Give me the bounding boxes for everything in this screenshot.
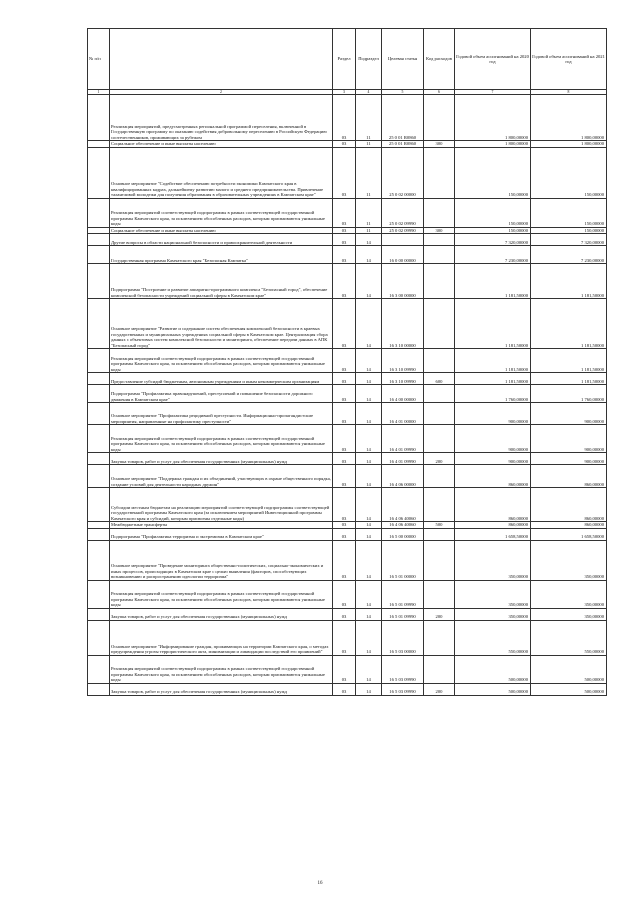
row-target-article-cell: 25 0 02 00000 xyxy=(382,147,424,198)
row-name-cell: Другие вопросы в области национальной безопасности и правоохранительной деятельности xyxy=(110,234,333,246)
row-expense-code-cell: 300 xyxy=(424,141,455,148)
row-razdel-cell: 03 xyxy=(333,147,356,198)
row-target-article-cell: 16 4 00 00000 xyxy=(382,385,424,403)
row-amount-2020-cell: 900,00000 xyxy=(455,453,531,465)
row-name-cell: Реализация мероприятий соответствующей подпрограммы в рамках соответствующей государственной программы Камчатского края, за исключением обособленных расходов, которым присваиваются уникальные коды xyxy=(110,655,333,683)
row-name-cell: Межбюджетные трансферты xyxy=(110,522,333,529)
row-razdel-cell: 03 xyxy=(333,264,356,299)
row-razdel-cell: 03 xyxy=(333,141,356,148)
table-row xyxy=(88,349,607,373)
budget-table xyxy=(87,28,607,696)
row-amount-2020-cell: 350,00000 xyxy=(455,540,531,580)
row-target-article-cell: 16 3 10 00000 xyxy=(382,299,424,349)
header-name xyxy=(110,29,333,90)
table-row xyxy=(88,465,607,488)
table-row xyxy=(88,540,607,580)
row-amount-2020-cell: 900,00000 xyxy=(455,403,531,425)
row-amount-2020-cell: 500,00000 xyxy=(455,683,531,695)
row-razdel-cell: 03 xyxy=(333,683,356,695)
row-amount-2020-cell: 900,00000 xyxy=(455,425,531,453)
row-amount-2021-cell: 1 181,50000 xyxy=(531,373,607,385)
row-razdel-cell: 03 xyxy=(333,234,356,246)
row-amount-2021-cell: 150,00000 xyxy=(531,227,607,234)
row-razdel-cell: 03 xyxy=(333,425,356,453)
row-expense-code-cell xyxy=(424,655,455,683)
row-target-article-cell: 16 3 10 09990 xyxy=(382,373,424,385)
row-amount-2021-cell: 500,00000 xyxy=(531,655,607,683)
row-target-article-cell: 16 5 03 09990 xyxy=(382,655,424,683)
row-name-cell: Закупка товаров, работ и услуг для обеспечения государственных (муниципальных) нужд xyxy=(110,608,333,620)
table-body xyxy=(88,95,607,696)
row-expense-code-cell xyxy=(424,425,455,453)
row-target-article-cell: 16 5 00 00000 xyxy=(382,528,424,540)
row-name-cell: Основное мероприятие "Развитие и содержание систем обеспечения комплексной безопасности в краевых государственных и муниципальных учреждениях социальной сферы в Камчатском крае. Централизация сбора данных с объектовых систем комплексной безопасности и мониторинга, обеспечение передачи данных в АПК "Безопасный город" xyxy=(110,299,333,349)
row-amount-2021-cell: 860,00000 xyxy=(531,465,607,488)
row-expense-code-cell xyxy=(424,528,455,540)
row-razdel-cell: 03 xyxy=(333,246,356,264)
row-expense-code-cell xyxy=(424,403,455,425)
row-podrazdel-cell: 11 xyxy=(356,227,382,234)
row-podrazdel-cell: 11 xyxy=(356,198,382,227)
row-expense-code-cell xyxy=(424,95,455,141)
row-podrazdel-cell: 11 xyxy=(356,141,382,148)
index-cell: 1 xyxy=(88,90,110,95)
row-target-article-cell: 16 0 00 00000 xyxy=(382,246,424,264)
row-amount-2021-cell: 900,00000 xyxy=(531,403,607,425)
row-name-cell: Подпрограмма "Профилактика терроризма и экстремизма в Камчатском крае" xyxy=(110,528,333,540)
row-name-cell: Социальное обеспечение и иные выплаты населению xyxy=(110,141,333,148)
row-podrazdel-cell: 14 xyxy=(356,453,382,465)
table-row xyxy=(88,425,607,453)
row-amount-2021-cell: 1 658,50000 xyxy=(531,528,607,540)
row-name-cell: Реализация мероприятий соответствующей подпрограммы в рамках соответствующей государственной программы Камчатского края, за исключением обособленных расходов, которым присваиваются уникальные коды xyxy=(110,580,333,608)
table-row xyxy=(88,655,607,683)
row-amount-2021-cell: 860,00000 xyxy=(531,522,607,529)
row-amount-2021-cell: 1 181,50000 xyxy=(531,349,607,373)
row-number-cell xyxy=(88,540,110,580)
row-name-cell: Подпрограмма "Построение и развитие аппаратно-программного комплекса "Безопасный город", обеспечение комплексной безопасности учреждений социальной сферы в Камчатском крае" xyxy=(110,264,333,299)
row-amount-2021-cell: 7 320,00000 xyxy=(531,234,607,246)
row-number-cell xyxy=(88,385,110,403)
row-amount-2021-cell: 350,00000 xyxy=(531,540,607,580)
table-row xyxy=(88,198,607,227)
table-row xyxy=(88,373,607,385)
row-target-article-cell: 16 5 01 09990 xyxy=(382,580,424,608)
row-name-cell: Закупка товаров, работ и услуг для обеспечения государственных (муниципальных) нужд xyxy=(110,683,333,695)
row-target-article-cell: 16 4 06 40060 xyxy=(382,522,424,529)
row-number-cell xyxy=(88,147,110,198)
row-target-article-cell: 16 3 10 09990 xyxy=(382,349,424,373)
row-expense-code-cell xyxy=(424,349,455,373)
row-amount-2020-cell: 1 181,50000 xyxy=(455,349,531,373)
row-amount-2021-cell: 150,00000 xyxy=(531,147,607,198)
row-podrazdel-cell: 11 xyxy=(356,147,382,198)
row-amount-2020-cell: 1 800,00000 xyxy=(455,95,531,141)
row-name-cell: Реализация мероприятий соответствующей подпрограммы в рамках соответствующей государственной программы Камчатского края, за исключением обособленных расходов, которым присваиваются уникальные коды xyxy=(110,425,333,453)
row-amount-2020-cell: 1 181,50000 xyxy=(455,373,531,385)
budget-page xyxy=(87,28,606,696)
row-amount-2021-cell: 1 181,50000 xyxy=(531,264,607,299)
row-podrazdel-cell: 14 xyxy=(356,385,382,403)
row-amount-2020-cell: 1 181,50000 xyxy=(455,264,531,299)
row-amount-2021-cell: 7 230,00000 xyxy=(531,246,607,264)
row-name-cell: Основное мероприятие "Поддержка граждан и их объединений, участвующих в охране общественного порядка, создание условий для деятельности народных дружин" xyxy=(110,465,333,488)
row-name-cell: Реализация мероприятий, предусмотренных региональной программой переселения, включенной в Государственную программу по оказанию содействия добровольному переселению в Российскую Федерацию соотечественников, проживающих за рубежом xyxy=(110,95,333,141)
row-number-cell xyxy=(88,488,110,522)
header-amount-2021: Годовой объем ассигнований на 2021 год xyxy=(531,29,607,90)
row-podrazdel-cell: 14 xyxy=(356,620,382,655)
row-expense-code-cell xyxy=(424,246,455,264)
row-number-cell xyxy=(88,453,110,465)
row-podrazdel-cell: 14 xyxy=(356,246,382,264)
row-razdel-cell: 03 xyxy=(333,620,356,655)
index-cell: 8 xyxy=(531,90,607,95)
index-cell: 5 xyxy=(382,90,424,95)
row-name-cell: Социальное обеспечение и иные выплаты населению xyxy=(110,227,333,234)
row-expense-code-cell xyxy=(424,620,455,655)
row-target-article-cell xyxy=(382,234,424,246)
row-target-article-cell: 16 5 03 09990 xyxy=(382,683,424,695)
row-razdel-cell: 03 xyxy=(333,453,356,465)
table-row xyxy=(88,299,607,349)
row-amount-2020-cell: 1 658,50000 xyxy=(455,528,531,540)
row-podrazdel-cell: 14 xyxy=(356,373,382,385)
row-name-cell: Подпрограмма "Профилактика правонарушений, преступлений и повышение безопасности дорожного движения в Камчатском крае" xyxy=(110,385,333,403)
table-row xyxy=(88,385,607,403)
header-row xyxy=(88,29,607,90)
table-row xyxy=(88,95,607,141)
row-expense-code-cell xyxy=(424,299,455,349)
row-amount-2021-cell: 900,00000 xyxy=(531,425,607,453)
header-razdel: Раздел xyxy=(333,29,356,90)
row-number-cell xyxy=(88,580,110,608)
row-amount-2020-cell: 7 320,00000 xyxy=(455,234,531,246)
row-name-cell: Реализация мероприятий соответствующей подпрограммы в рамках соответствующей государственной программы Камчатского края, за исключением обособленных расходов, которым присваиваются уникальные коды xyxy=(110,349,333,373)
row-target-article-cell: 16 5 01 09990 xyxy=(382,608,424,620)
table-row xyxy=(88,580,607,608)
row-expense-code-cell xyxy=(424,465,455,488)
row-name-cell: Предоставление субсидий бюджетным, автономным учреждениям и иным некоммерческим организациям xyxy=(110,373,333,385)
header-amount-2020: Годовой объем ассигнований на 2020 год xyxy=(455,29,531,90)
header-expense-code: Код расходов xyxy=(424,29,455,90)
row-razdel-cell: 03 xyxy=(333,522,356,529)
row-target-article-cell: 16 4 06 40060 xyxy=(382,488,424,522)
table-row xyxy=(88,488,607,522)
row-expense-code-cell xyxy=(424,198,455,227)
row-amount-2020-cell: 1 760,00000 xyxy=(455,385,531,403)
row-razdel-cell: 03 xyxy=(333,528,356,540)
row-amount-2020-cell: 860,00000 xyxy=(455,465,531,488)
row-podrazdel-cell: 14 xyxy=(356,403,382,425)
table-row xyxy=(88,453,607,465)
row-number-cell xyxy=(88,528,110,540)
row-podrazdel-cell: 14 xyxy=(356,425,382,453)
row-amount-2021-cell: 350,00000 xyxy=(531,608,607,620)
row-razdel-cell: 03 xyxy=(333,227,356,234)
row-expense-code-cell: 600 xyxy=(424,373,455,385)
row-name-cell: Основное мероприятие "Информирование граждан, проживающих на территории Камчатского края, о методах предупреждения угрозы террористического акта, минимизации и ликвидации последствий его проявлений" xyxy=(110,620,333,655)
header-target-article: Целевая статья xyxy=(382,29,424,90)
row-amount-2020-cell: 350,00000 xyxy=(455,608,531,620)
row-name-cell: Государственная программа Камчатского края "Безопасная Камчатка" xyxy=(110,246,333,264)
row-amount-2021-cell: 350,00000 xyxy=(531,580,607,608)
row-podrazdel-cell: 14 xyxy=(356,540,382,580)
table-row xyxy=(88,620,607,655)
row-target-article-cell: 16 5 01 00000 xyxy=(382,540,424,580)
row-razdel-cell: 03 xyxy=(333,488,356,522)
row-expense-code-cell xyxy=(424,488,455,522)
row-podrazdel-cell: 14 xyxy=(356,528,382,540)
row-razdel-cell: 03 xyxy=(333,465,356,488)
row-razdel-cell: 03 xyxy=(333,580,356,608)
row-razdel-cell: 03 xyxy=(333,540,356,580)
row-number-cell xyxy=(88,95,110,141)
row-number-cell xyxy=(88,234,110,246)
row-name-cell: Субсидии местным бюджетам на реализацию мероприятий соответствующей подпрограммы соответствующей государственной программы Камчатского края (за исключением мероприятий Инвестиционной программы Камчатского края и субсидий, которым присвоены отдельные коды) xyxy=(110,488,333,522)
row-amount-2020-cell: 150,00000 xyxy=(455,198,531,227)
row-razdel-cell: 03 xyxy=(333,373,356,385)
row-razdel-cell: 03 xyxy=(333,385,356,403)
table-row xyxy=(88,246,607,264)
row-amount-2021-cell: 1 181,50000 xyxy=(531,299,607,349)
row-amount-2020-cell: 1 181,50000 xyxy=(455,299,531,349)
row-amount-2021-cell: 860,00000 xyxy=(531,488,607,522)
row-razdel-cell: 03 xyxy=(333,608,356,620)
row-expense-code-cell: 200 xyxy=(424,608,455,620)
index-cell: 3 xyxy=(333,90,356,95)
row-razdel-cell: 03 xyxy=(333,349,356,373)
row-name-cell: Реализация мероприятий соответствующей подпрограммы в рамках соответствующей государственной программы Камчатского края, за исключением обособленных расходов, которым присваиваются уникальные коды xyxy=(110,198,333,227)
index-cell: 4 xyxy=(356,90,382,95)
table-row xyxy=(88,683,607,695)
row-amount-2021-cell: 150,00000 xyxy=(531,198,607,227)
row-number-cell xyxy=(88,264,110,299)
row-expense-code-cell: 300 xyxy=(424,227,455,234)
row-amount-2020-cell: 550,00000 xyxy=(455,620,531,655)
table-row xyxy=(88,528,607,540)
row-number-cell xyxy=(88,349,110,373)
row-amount-2020-cell: 150,00000 xyxy=(455,147,531,198)
row-number-cell xyxy=(88,373,110,385)
row-expense-code-cell xyxy=(424,264,455,299)
page-number: 16 xyxy=(317,881,323,886)
row-podrazdel-cell: 14 xyxy=(356,488,382,522)
row-amount-2021-cell: 500,00000 xyxy=(531,683,607,695)
row-name-cell: Основное мероприятие "Проведение мониторинга общественно-политических, социально-экономических и иных процессов, происходящих в Камчатском крае с целью выявления (факторов, способствующих возникновению и распространению идеологии терроризма" xyxy=(110,540,333,580)
row-number-cell xyxy=(88,620,110,655)
row-target-article-cell: 16 5 03 00000 xyxy=(382,620,424,655)
row-expense-code-cell xyxy=(424,580,455,608)
row-expense-code-cell xyxy=(424,147,455,198)
header-podrazdel: Подраздел xyxy=(356,29,382,90)
row-number-cell xyxy=(88,683,110,695)
row-amount-2021-cell: 900,00000 xyxy=(531,453,607,465)
row-podrazdel-cell: 14 xyxy=(356,465,382,488)
row-target-article-cell: 16 4 01 09990 xyxy=(382,425,424,453)
row-expense-code-cell xyxy=(424,385,455,403)
row-razdel-cell: 03 xyxy=(333,299,356,349)
row-razdel-cell: 03 xyxy=(333,655,356,683)
row-amount-2020-cell: 1 800,00000 xyxy=(455,141,531,148)
row-amount-2020-cell: 860,00000 xyxy=(455,488,531,522)
row-amount-2020-cell: 860,00000 xyxy=(455,522,531,529)
row-target-article-cell: 25 0 01 R0860 xyxy=(382,95,424,141)
table-row xyxy=(88,608,607,620)
table-row xyxy=(88,264,607,299)
row-expense-code-cell xyxy=(424,540,455,580)
row-expense-code-cell: 500 xyxy=(424,522,455,529)
row-amount-2020-cell: 150,00000 xyxy=(455,227,531,234)
row-number-cell xyxy=(88,299,110,349)
row-target-article-cell: 25 0 02 09990 xyxy=(382,198,424,227)
row-number-cell xyxy=(88,198,110,227)
row-amount-2020-cell: 500,00000 xyxy=(455,655,531,683)
row-podrazdel-cell: 14 xyxy=(356,299,382,349)
row-expense-code-cell: 200 xyxy=(424,453,455,465)
row-podrazdel-cell: 14 xyxy=(356,234,382,246)
row-name-cell: Основное мероприятие "Содействие обеспечению потребности экономики Камчатского края в квалифицированных кадрах, дальнейшему развитию малого и среднего предпринимательства. Привлечение талантливой молодежи для получения образования в образовательных учреждениях в Камчатском крае" xyxy=(110,147,333,198)
row-podrazdel-cell: 14 xyxy=(356,522,382,529)
row-amount-2021-cell: 550,00000 xyxy=(531,620,607,655)
row-number-cell xyxy=(88,655,110,683)
row-amount-2020-cell: 350,00000 xyxy=(455,580,531,608)
row-number-cell xyxy=(88,608,110,620)
row-expense-code-cell xyxy=(424,234,455,246)
header-num: № п/п xyxy=(88,29,110,90)
index-cell: 6 xyxy=(424,90,455,95)
index-cell: 2 xyxy=(110,90,333,95)
row-target-article-cell: 16 4 06 00000 xyxy=(382,465,424,488)
table-row xyxy=(88,147,607,198)
row-target-article-cell: 25 0 01 R0860 xyxy=(382,141,424,148)
row-podrazdel-cell: 14 xyxy=(356,683,382,695)
row-number-cell xyxy=(88,403,110,425)
row-name-cell: Закупка товаров, работ и услуг для обеспечения государственных (муниципальных) нужд xyxy=(110,453,333,465)
row-target-article-cell: 16 3 00 00000 xyxy=(382,264,424,299)
row-amount-2021-cell: 1 800,00000 xyxy=(531,95,607,141)
row-podrazdel-cell: 14 xyxy=(356,608,382,620)
row-amount-2021-cell: 1 800,00000 xyxy=(531,141,607,148)
row-podrazdel-cell: 11 xyxy=(356,95,382,141)
row-target-article-cell: 25 0 02 09990 xyxy=(382,227,424,234)
row-number-cell xyxy=(88,425,110,453)
row-podrazdel-cell: 14 xyxy=(356,349,382,373)
row-razdel-cell: 03 xyxy=(333,95,356,141)
table-row xyxy=(88,234,607,246)
row-podrazdel-cell: 14 xyxy=(356,655,382,683)
row-podrazdel-cell: 14 xyxy=(356,580,382,608)
row-razdel-cell: 03 xyxy=(333,403,356,425)
row-amount-2021-cell: 1 760,00000 xyxy=(531,385,607,403)
table-row xyxy=(88,403,607,425)
row-expense-code-cell: 200 xyxy=(424,683,455,695)
row-target-article-cell: 16 4 01 09990 xyxy=(382,453,424,465)
row-podrazdel-cell: 14 xyxy=(356,264,382,299)
index-cell: 7 xyxy=(455,90,531,95)
row-number-cell xyxy=(88,246,110,264)
row-name-cell: Основное мероприятие "Профилактика рецидивной преступности. Информационно-пропагандистские мероприятия, направленные на профилактику преступности" xyxy=(110,403,333,425)
row-razdel-cell: 03 xyxy=(333,198,356,227)
row-amount-2020-cell: 7 230,00000 xyxy=(455,246,531,264)
row-number-cell xyxy=(88,465,110,488)
row-target-article-cell: 16 4 01 00000 xyxy=(382,403,424,425)
